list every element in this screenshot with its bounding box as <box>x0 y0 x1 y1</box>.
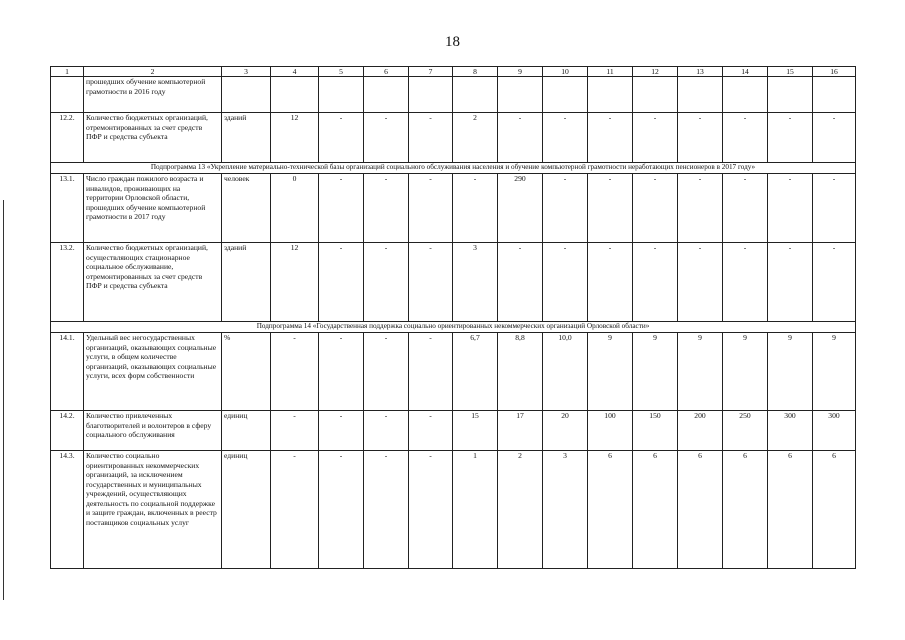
value-cell <box>678 77 723 113</box>
unit-cell: единиц <box>222 411 271 451</box>
column-number-cell: 12 <box>633 67 678 77</box>
value-cell: - <box>319 451 364 569</box>
value-cell: - <box>409 333 453 411</box>
subprogram-heading-row <box>51 322 856 333</box>
value-cell: - <box>364 243 409 322</box>
unit-cell: человек <box>222 174 271 243</box>
column-number-cell: 10 <box>543 67 588 77</box>
value-cell: - <box>588 174 633 243</box>
value-cell: 3 <box>543 451 588 569</box>
value-cell: 2 <box>498 451 543 569</box>
indicator-name-cell: Количество бюджетных организаций, осуществляющих стационарное социальное обслуживание, отремонтированных за счет средств ПФР и средства субъекта <box>84 243 222 322</box>
value-cell: 17 <box>498 411 543 451</box>
value-cell <box>319 77 364 113</box>
column-number-cell: 4 <box>271 67 319 77</box>
value-cell: - <box>319 411 364 451</box>
value-cell: 0 <box>271 174 319 243</box>
value-cell <box>453 77 498 113</box>
value-cell: 150 <box>633 411 678 451</box>
value-cell: - <box>678 243 723 322</box>
indicators-table <box>50 66 856 569</box>
value-cell: - <box>813 174 856 243</box>
value-cell: - <box>271 411 319 451</box>
subprogram-title: Подпрограмма 14 «Государственная поддержка социально ориентированных некоммерческих организаций Орловской области» <box>51 322 856 333</box>
column-number-cell: 15 <box>768 67 813 77</box>
unit-cell: % <box>222 333 271 411</box>
value-cell <box>364 77 409 113</box>
value-cell: - <box>409 174 453 243</box>
value-cell: 12 <box>271 113 319 163</box>
row-number-cell: 14.1. <box>51 333 84 411</box>
value-cell: - <box>588 113 633 163</box>
value-cell: - <box>271 333 319 411</box>
column-number-cell: 1 <box>51 67 84 77</box>
value-cell: 6,7 <box>453 333 498 411</box>
column-number-cell: 8 <box>453 67 498 77</box>
value-cell: - <box>364 174 409 243</box>
column-number-cell: 7 <box>409 67 453 77</box>
value-cell: 9 <box>723 333 768 411</box>
value-cell: - <box>319 113 364 163</box>
value-cell: - <box>678 174 723 243</box>
value-cell: 6 <box>768 451 813 569</box>
value-cell: 6 <box>588 451 633 569</box>
value-cell: - <box>319 243 364 322</box>
value-cell: 290 <box>498 174 543 243</box>
column-number-cell: 3 <box>222 67 271 77</box>
value-cell: 9 <box>768 333 813 411</box>
column-number-cell: 13 <box>678 67 723 77</box>
value-cell: - <box>633 113 678 163</box>
value-cell: 250 <box>723 411 768 451</box>
indicator-name-cell: прошедших обучение компьютерной грамотности в 2016 году <box>84 77 222 113</box>
value-cell <box>498 77 543 113</box>
value-cell: - <box>723 174 768 243</box>
value-cell: - <box>498 243 543 322</box>
value-cell: - <box>543 113 588 163</box>
value-cell: - <box>453 174 498 243</box>
value-cell: 6 <box>813 451 856 569</box>
value-cell: - <box>319 333 364 411</box>
value-cell: - <box>813 243 856 322</box>
subprogram-heading-row <box>51 163 856 174</box>
column-number-cell: 14 <box>723 67 768 77</box>
value-cell <box>768 77 813 113</box>
value-cell <box>588 77 633 113</box>
unit-cell <box>222 77 271 113</box>
value-cell: 200 <box>678 411 723 451</box>
unit-cell: зданий <box>222 243 271 322</box>
value-cell: 6 <box>678 451 723 569</box>
value-cell: - <box>678 113 723 163</box>
value-cell: - <box>768 174 813 243</box>
value-cell: - <box>409 411 453 451</box>
value-cell: - <box>768 113 813 163</box>
column-number-row <box>51 67 856 77</box>
value-cell <box>633 77 678 113</box>
column-number-cell: 9 <box>498 67 543 77</box>
indicator-name-cell: Число граждан пожилого возраста и инвалидов, проживающих на территории Орловской области, прошедших обучение компьютерной грамотности в 2017 году <box>84 174 222 243</box>
value-cell: 1 <box>453 451 498 569</box>
value-cell: 15 <box>453 411 498 451</box>
value-cell: 9 <box>588 333 633 411</box>
value-cell: - <box>768 243 813 322</box>
value-cell <box>271 77 319 113</box>
value-cell <box>813 77 856 113</box>
value-cell: 10,0 <box>543 333 588 411</box>
indicator-name-cell: Количество социально ориентированных некоммерческих организаций, за исключением государственных и муниципальных учреждений, осуществляющих деятельность по социальной поддержке и защите граждан, включенных в реестр поставщиков социальных услуг <box>84 451 222 569</box>
value-cell: - <box>633 243 678 322</box>
value-cell: - <box>364 113 409 163</box>
page-number: 18 <box>445 34 460 50</box>
column-number-cell: 2 <box>84 67 222 77</box>
row-number-cell: 14.3. <box>51 451 84 569</box>
value-cell: 8,8 <box>498 333 543 411</box>
column-number-cell: 6 <box>364 67 409 77</box>
column-number-cell: 11 <box>588 67 633 77</box>
binding-margin-line <box>3 200 4 600</box>
column-number-cell: 5 <box>319 67 364 77</box>
value-cell: - <box>271 451 319 569</box>
indicator-name-cell: Количество привлеченных благотворителей и волонтеров в сферу социального обслуживания <box>84 411 222 451</box>
value-cell <box>409 77 453 113</box>
value-cell: 2 <box>453 113 498 163</box>
value-cell: 9 <box>633 333 678 411</box>
value-cell: - <box>319 174 364 243</box>
value-cell: 9 <box>678 333 723 411</box>
value-cell: - <box>543 174 588 243</box>
value-cell: - <box>409 451 453 569</box>
value-cell <box>723 77 768 113</box>
table-row <box>51 174 856 243</box>
row-number-cell: 14.2. <box>51 411 84 451</box>
value-cell: - <box>543 243 588 322</box>
value-cell: 6 <box>723 451 768 569</box>
value-cell: - <box>498 113 543 163</box>
value-cell: - <box>364 333 409 411</box>
table-row <box>51 451 856 569</box>
value-cell: - <box>409 243 453 322</box>
value-cell: 12 <box>271 243 319 322</box>
column-number-cell: 16 <box>813 67 856 77</box>
value-cell: - <box>813 113 856 163</box>
subprogram-title: Подпрограмма 13 «Укрепление материально-технической базы организаций социального обслуживания населения и обучение компьютерной грамотности неработающих пенсионеров в 2017 году» <box>51 163 856 174</box>
value-cell: - <box>364 411 409 451</box>
value-cell: 3 <box>453 243 498 322</box>
indicator-name-cell: Удельный вес негосударственных организаций, оказывающих социальные услуги, в общем количестве организаций, оказывающих социальные услуги, всех форм собственности <box>84 333 222 411</box>
unit-cell: единиц <box>222 451 271 569</box>
value-cell: 100 <box>588 411 633 451</box>
value-cell: 6 <box>633 451 678 569</box>
value-cell: - <box>588 243 633 322</box>
row-number-cell: 13.2. <box>51 243 84 322</box>
table-row <box>51 243 856 322</box>
table-row <box>51 411 856 451</box>
value-cell: - <box>409 113 453 163</box>
value-cell: - <box>364 451 409 569</box>
row-number-cell: 13.1. <box>51 174 84 243</box>
value-cell: 9 <box>813 333 856 411</box>
value-cell: 300 <box>813 411 856 451</box>
value-cell: 300 <box>768 411 813 451</box>
row-number-cell: 12.2. <box>51 113 84 163</box>
value-cell <box>543 77 588 113</box>
value-cell: - <box>723 113 768 163</box>
indicator-name-cell: Количество бюджетных организаций, отремонтированных за счет средств ПФР и средства субъекта <box>84 113 222 163</box>
value-cell: 20 <box>543 411 588 451</box>
table-row <box>51 77 856 113</box>
value-cell: - <box>633 174 678 243</box>
value-cell: - <box>723 243 768 322</box>
row-number-cell <box>51 77 84 113</box>
table-row <box>51 333 856 411</box>
unit-cell: зданий <box>222 113 271 163</box>
table-row <box>51 113 856 163</box>
